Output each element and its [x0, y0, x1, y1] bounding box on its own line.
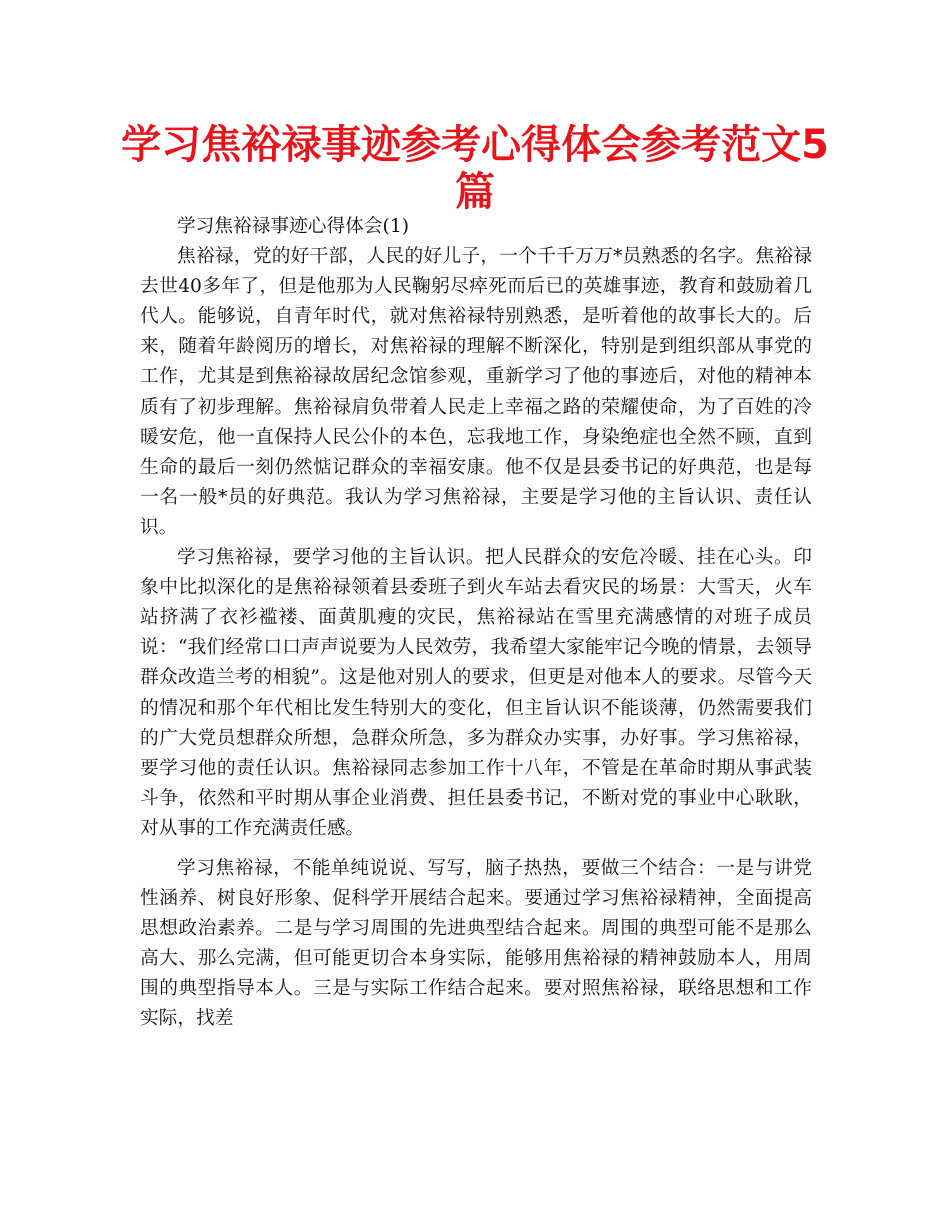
body-paragraph: 学习焦裕禄，要学习他的主旨认识。把人民群众的安危冷暖、挂在心头。印象中比拟深化的是焦裕禄领着县委班子到火车站去看灾民的场景：大雪天，火车站挤满了衣衫褴褛、面黄肌瘦的灾民，焦裕禄站在雪里充满感情的对班子成员说：“我们经常口口声声说要为人民效劳，我希望大家能牢记今晚的情景，去领导群众改造兰考的相貌”。这是他对别人的要求，但更是对他本人的要求。尽管今天的情况和那个年代相比发生特别大的变化，但主旨认识不能谈薄，仍然需要我们的广大党员想群众所想，急群众所急，多为群众办实事，办好事。学习焦裕禄，要学习他的责任认识。焦裕禄同志参加工作十八年，不管是在革命时期从事武装斗争，依然和平时期从事企业消费、担任县委书记，不断对党的事业中心耿耿，对从事的工作充满责任感。 — [140, 547, 812, 839]
document-body — [140, 212, 812, 1035]
document-title: 学习焦裕禄事迹参考心得体会参考范文5篇 — [121, 122, 829, 215]
body-paragraph: 焦裕禄，党的好干部，人民的好儿子，一个千千万万*员熟悉的名字。焦裕禄去世40多年了，但是他那为人民鞠躬尽瘁死而后已的英雄事迹，教育和鼓励着几代人。能够说，自青年时代，就对焦裕禄特别熟悉，是听着他的故事长大的。后来，随着年龄阅历的增长，对焦裕禄的理解不断深化，特别是到组织部从事党的工作，尤其是到焦裕禄故居纪念馆参观，重新学习了他的事迹后，对他的精神本质有了初步理解。焦裕禄肩负带着人民走上幸福之路的荣耀使命，为了百姓的冷暖安危，他一直保持人民公仆的本色，忘我地工作，身染绝症也全然不顾，直到生命的最后一刻仍然惦记群众的幸福安康。他不仅是县委书记的好典范，也是每一名一般*员的好典范。我认为学习焦裕禄，主要是学习他的主旨认识、责任认识。 — [140, 246, 812, 538]
body-paragraph: 学习焦裕禄，不能单纯说说、写写，脑子热热，要做三个结合：一是与讲党性涵养、树良好形象、促科学开展结合起来。要通过学习焦裕禄精神，全面提高思想政治素养。二是与学习周围的先进典型结合起来。周围的典型可能不是那么高大、那么完满，但可能更切合本身实际，能够用焦裕禄的精神鼓励本人，用周围的典型指导本人。三是与实际工作结合起来。要对照焦裕禄，联络思想和工作实际，找差 — [140, 857, 812, 1030]
section-subheading: 学习焦裕禄事迹心得体会(1) — [177, 216, 410, 237]
